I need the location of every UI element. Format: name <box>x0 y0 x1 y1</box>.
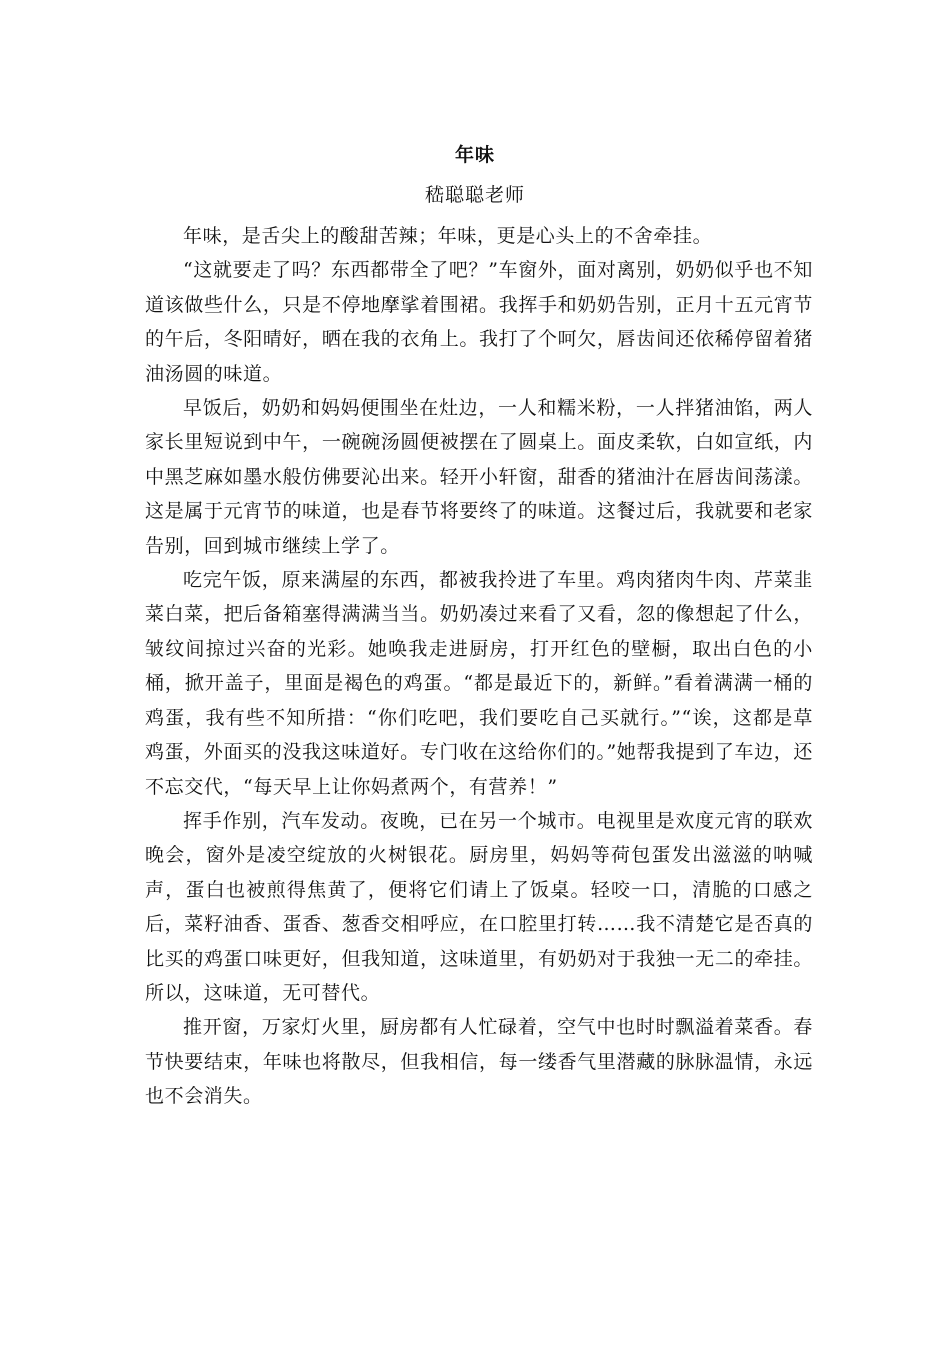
paragraph-1: 年味，是舌尖上的酸甜苦辣；年味，更是心头上的不舍牵挂。 <box>183 225 713 247</box>
paragraph-4: 吃完午饭，原来满屋的东西，都被我拎进了车里。鸡肉猪肉牛肉、芹菜韭菜白菜，把后备箱塞得满满当当。奶奶凑过来看了又看，忽的像想起了什么，皱纹间掠过兴奋的光彩。她唤我走进厨房，打开红色的壁橱，取出白色的小桶，掀开盖子，里面是褐色的鸡蛋。“都是最近下的，新鲜。”看着满满一桶的鸡蛋，我有些不知所措：“你们吃吧，我们要吃自己买就行。”“诶，这都是草鸡蛋，外面买的没我这味道好。专门收在这给你们的。”她帮我提到了车边，还不忘交代，“每天早上让你妈煮两个，有营养！” <box>145 569 813 798</box>
essay-body <box>145 219 813 1114</box>
essay-title: 年味 <box>454 144 495 166</box>
paragraph-5: 挥手作别，汽车发动。夜晚，已在另一个城市。电视里是欢度元宵的联欢晚会，窗外是凌空绽放的火树银花。厨房里，妈妈等荷包蛋发出滋滋的呐喊声，蛋白也被煎得焦黄了，便将它们请上了饭桌。轻咬一口，清脆的口感之后，菜籽油香、蛋香、葱香交相呼应，在口腔里打转……我不清楚它是否真的比买的鸡蛋口味更好，但我知道，这味道里，有奶奶对于我独一无二的牵挂。所以，这味道，无可替代。 <box>145 809 813 1004</box>
author-line: 嵇聪聪老师 <box>424 184 525 206</box>
paragraph-3: 早饭后，奶奶和妈妈便围坐在灶边，一人和糯米粉，一人拌猪油馅，两人家长里短说到中午，一碗碗汤圆便被摆在了圆桌上。面皮柔软，白如宣纸，内中黑芝麻如墨水般仿佛要沁出来。轻开小轩窗，甜香的猪油汁在唇齿间荡漾。这是属于元宵节的味道，也是春节将要终了的味道。这餐过后，我就要和老家告别，回到城市继续上学了。 <box>145 397 813 557</box>
paragraph-6: 推开窗，万家灯火里，厨房都有人忙碌着，空气中也时时飘溢着菜香。春节快要结束，年味也将散尽，但我相信，每一缕香气里潜藏的脉脉温情，永远也不会消失。 <box>145 1016 813 1108</box>
paragraph-2: “这就要走了吗？东西都带全了吧？”车窗外，面对离别，奶奶似乎也不知道该做些什么，只是不停地摩挲着围裙。我挥手和奶奶告别，正月十五元宵节的午后，冬阳晴好，晒在我的衣角上。我打了个呵欠，唇齿间还依稀停留着猪油汤圆的味道。 <box>145 259 813 385</box>
